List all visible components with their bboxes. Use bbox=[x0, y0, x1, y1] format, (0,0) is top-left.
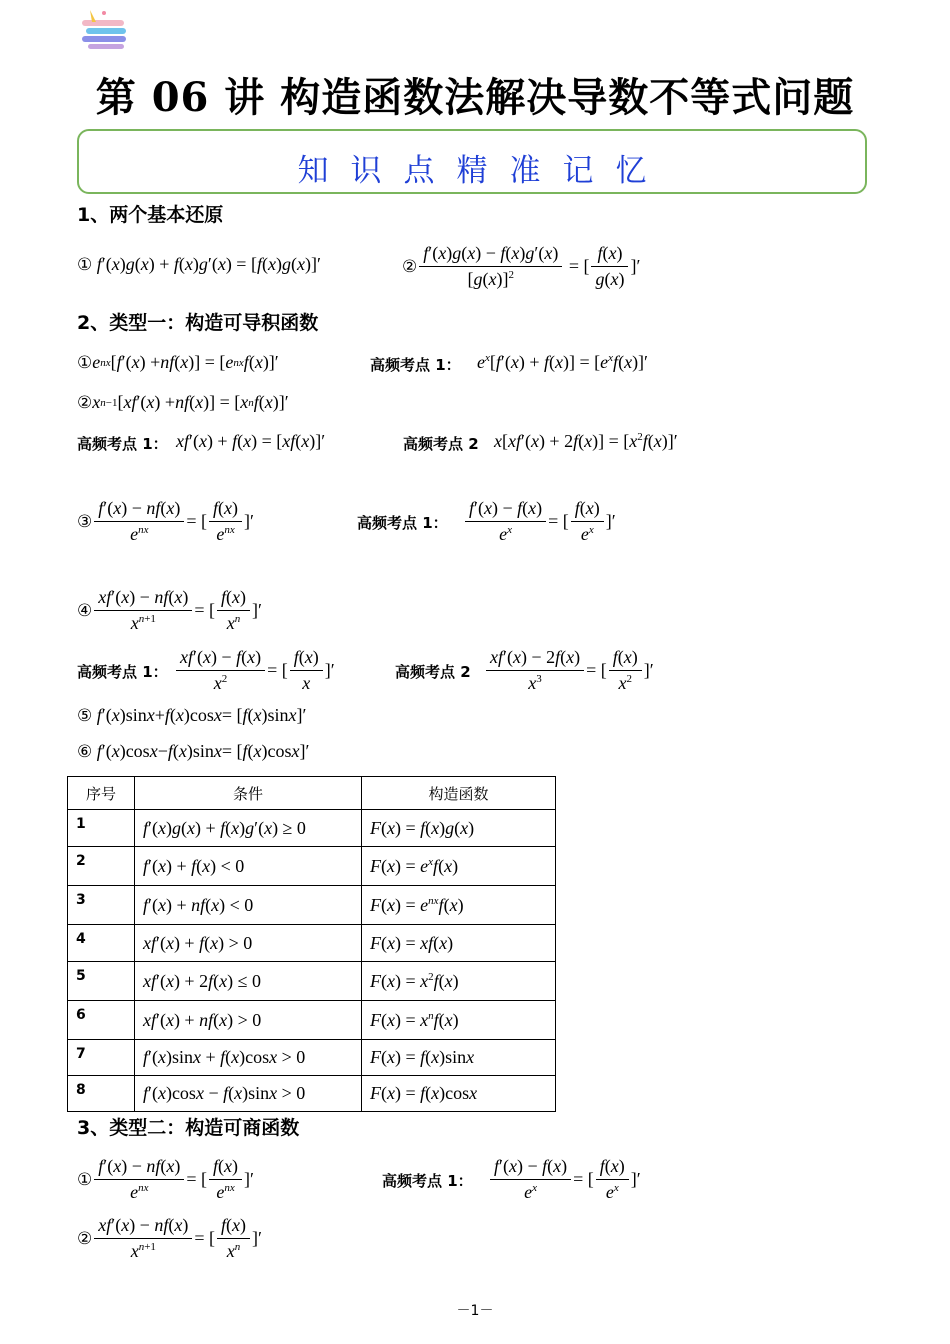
col-header-index: 序号 bbox=[68, 777, 135, 810]
table-header-row bbox=[68, 777, 556, 810]
section2-heading: 2、类型一：构造可导积函数 bbox=[77, 312, 319, 334]
high-freq-label: 高频考点 1： bbox=[382, 1172, 473, 1190]
table-row: 1 f′(x)g(x) + f(x)g′(x) ≥ 0 F(x) = f(x)g(x) bbox=[68, 810, 556, 847]
formula-product-4-example-1: $\frac{xf'(x) - f(x)}{x^2}$ = [ $\frac{f(x)}{x}$ ]′ bbox=[174, 647, 335, 694]
formula-product-4-example-2: $\frac{xf'(x) - 2f(x)}{x^3}$ = [ $\frac{f(x)}{x^2}$ ]′ bbox=[484, 647, 654, 694]
high-freq-label: 高频考点 1： bbox=[77, 663, 168, 681]
table-row: 5 xf′(x) + 2f(x) ≤ 0 $F(x) = x^2f(x)$ bbox=[68, 962, 556, 1001]
table-row: 3 f′(x) + nf(x) < 0 $F(x) = e^{nx}f(x)$ bbox=[68, 886, 556, 925]
formula-basic-2: ② $\frac{f'(x)g(x) - f(x)g'(x)}{[g(x)]^2}$ = [ $\frac{f(x)}{g(x)}$ ]′ bbox=[402, 243, 641, 289]
table-row: 6 xf′(x) + nf(x) > 0 $F(x) = x^nf(x)$ bbox=[68, 1001, 556, 1040]
table-row: 8 f′(x)cosx − f(x)sinx > 0 F(x) = f(x)cosx bbox=[68, 1076, 556, 1112]
page-number: －1－ bbox=[456, 1303, 494, 1319]
formula-product-1: ① e nx [ f ′( x ) + nf ( x )] = [ e nx f ( x )]′ bbox=[77, 352, 279, 373]
formula-quotient-1-example: $\frac{f'(x) - f(x)}{e^x}$ = [ $\frac{f(x)}{e^x}$ ]′ bbox=[488, 1156, 641, 1203]
table-row: 7 f′(x)sinx + f(x)cosx > 0 F(x) = f(x)sinx bbox=[68, 1040, 556, 1076]
construction-table bbox=[67, 776, 556, 1112]
formula-product-1-example: $e^x[f'(x) + f(x)] = [e^xf(x)]'$ bbox=[477, 352, 648, 372]
formula-product-3: ③ $\frac{f'(x) - nf(x)}{e^{nx}}$ = [ $\frac{f(x)}{e^{nx}}$ ]′ bbox=[77, 498, 254, 544]
table-row: 4 xf′(x) + f(x) > 0 F(x) = xf(x) bbox=[68, 925, 556, 962]
high-freq-label: 高频考点 1： bbox=[357, 514, 448, 532]
formula-quotient-2: ② $\frac{xf'(x) - nf(x)}{x^{n+1}}$ = [ $\frac{f(x)}{x^n}$ ]′ bbox=[77, 1215, 262, 1261]
col-header-function: 构造函数 bbox=[362, 777, 556, 810]
table-row: 2 f′(x) + f(x) < 0 $F(x) = e^xf(x)$ bbox=[68, 847, 556, 886]
formula-product-2: ② x n−1 [ xf ′( x ) + nf ( x )] = [ x n f ( x )]′ bbox=[77, 392, 289, 413]
banner-text: 知识点精准记忆 bbox=[297, 153, 669, 189]
section-banner bbox=[77, 129, 867, 194]
formula-product-2-example-2: $x[xf'(x) + 2f(x)] = [x^2f(x)]'$ bbox=[494, 431, 678, 451]
section1-heading: 1、两个基本还原 bbox=[77, 204, 224, 226]
high-freq-label: 高频考点 2 bbox=[395, 663, 471, 681]
page-title: 第 06 讲 构造函数法解决导数不等式问题 bbox=[95, 74, 855, 121]
section3-heading: 3、类型二：构造可商函数 bbox=[77, 1117, 300, 1139]
high-freq-label: 高频考点 2 bbox=[403, 435, 479, 453]
high-freq-label: 高频考点 1： bbox=[77, 435, 168, 453]
formula-basic-1: ① f ′( x ) g ( x ) + f ( x ) g ′( x ) = [ f ( x ) g ( x )]′ bbox=[77, 254, 321, 275]
formula-product-6: ⑥ f ′( x )cos x − f ( x )sin x = [ f ( x )cos x ]′ bbox=[77, 741, 310, 762]
col-header-condition: 条件 bbox=[135, 777, 362, 810]
formula-product-4: ④ $\frac{xf'(x) - nf(x)}{x^{n+1}}$ = [ $\frac{f(x)}{x^n}$ ]′ bbox=[77, 587, 262, 633]
high-freq-label: 高频考点 1： bbox=[370, 356, 461, 374]
formula-quotient-1: ① $\frac{f'(x) - nf(x)}{e^{nx}}$ = [ $\frac{f(x)}{e^{nx}}$ ]′ bbox=[77, 1156, 254, 1202]
formula-product-2-example-1: xf′(x) + f(x) = [xf(x)]′ bbox=[176, 431, 326, 451]
books-logo-icon bbox=[80, 8, 130, 50]
formula-product-3-example: $\frac{f'(x) - f(x)}{e^x}$ = [ $\frac{f(x)}{e^x}$ ]′ bbox=[463, 498, 616, 545]
formula-product-5: ⑤ f ′( x )sin x + f ( x )cos x = [ f ( x )sin x ]′ bbox=[77, 705, 307, 726]
